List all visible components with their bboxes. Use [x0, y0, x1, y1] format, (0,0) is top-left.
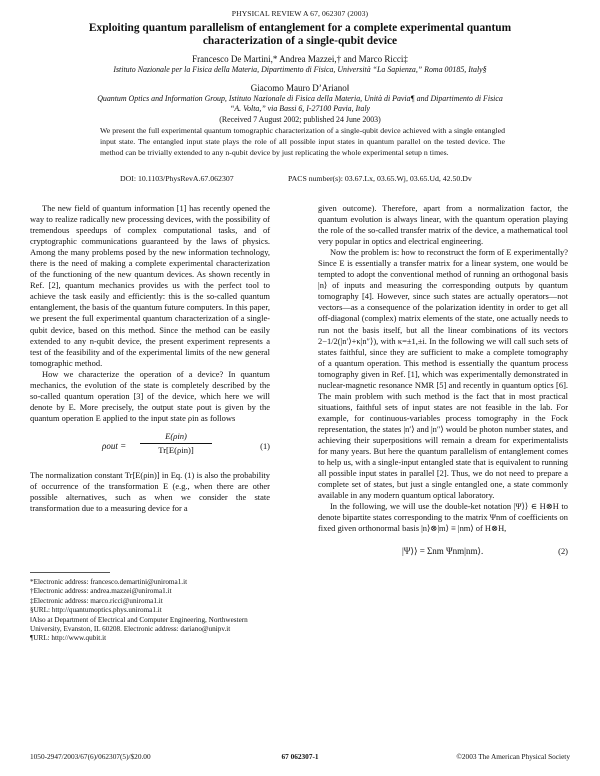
right-paragraph-3: In the following, we will use the double-ket notation |Ψ⟩⟩ ∈ H⊗H to denote bipartite states corresponding to the matrix Ψnm of coefficients on fixed given orthonormal basis |n⟩⊗|m⟩ ≡ |nm⟩ of H⊗H, — [318, 501, 568, 534]
pacs-numbers: PACS number(s): 03.67.Lx, 03.65.Wj, 03.65.Ud, 42.50.Dv — [288, 174, 472, 183]
authors-group-2: Giacomo Mauro D’Ariano‖ — [250, 83, 350, 93]
footnote-6: ¶URL: http://www.qubit.it — [30, 634, 107, 643]
right-paragraph-1: given outcome). Therefore, apart from a normalization factor, the quantum evolution is always linear, with the quantum operation playing the role of the so-called transfer matrix of the device, a mathematical tool very popular in optics and electrical engineering. — [318, 203, 568, 247]
footnote-5: ‖Also at Department of Electrical and Computer Engineering, Northwestern University, Evanston, IL 60208. Electronic address: dariano@unipv.it — [30, 615, 248, 634]
footnote-1: *Electronic address: francesco.demartini@uniroma1.it — [30, 578, 188, 586]
footer-page: 67 062307-1 — [281, 752, 319, 761]
title-line-1: Exploiting quantum parallelism of entanglement for a complete experimental quantum — [88, 22, 512, 34]
abstract: We present the full experimental quantum tomographic characterization of a single-qubit device achieved with a single entangled input state. The entangled input state plays the role of all possible input states in quantum parallel on the tested device. The method can be trivially extended to any n-qubit device by just replicating the whole experimental setup n times. — [100, 126, 505, 157]
received-date: (Received 7 August 2002; published 24 June 2003) — [219, 115, 381, 124]
right-paragraph-2: Now the problem is: how to reconstruct the form of E experimentally? Since E is essentially a transfer matrix for a linear system, one would be tempted to adopt the conventional method of running an orthogonal basis |n⟩ of inputs and measuring the corresponding outputs by quantum tomography [4]. However, since such states are actually operators—not vectors—as a consequence of the polarization identity in order to get all off-diagonal (complex) matrix elements of the state, one actually needs to run not the basis itself, but all the linear combinations of its vectors 2−1/2(|n′⟩+κ|n″⟩), with κ=±1,±i. In the following we will call such sets of states faithful, since they are sufficient to make a complete tomography of a quantum operation. This method is essentially the quantum process tomography given in Ref. [1], which was experimentally demonstrated in nuclear-magnetic resonance NMR [5] and recently in quantum optics [6]. The main problem with such method is the fact that in most practical situations, faithful sets of input states are not feasible in the lab. For example, for continuous-variables process tomography in the Fock representation, the states |n′⟩ and |n″⟩ would be photon number states, and achieving their superpositions will remain a dream for experimentalists for many years. But here the quantum parallelism of entanglement comes to help us, with a single-input entangled state that is equivalent to running all possible input states in parallel [2]. Thus, we do not need to prepare a complete set of states, but just a single entangled one, a state commonly available in any modern quantum optical laboratory. — [318, 247, 568, 501]
equation-2-number: (2) — [558, 546, 568, 557]
footer-copyright: ©2003 The American Physical Society — [456, 752, 570, 761]
footnote-2: †Electronic address: andrea.mazzei@uniroma1.it — [30, 587, 172, 596]
title-line-2: characterization of a single-qubit device — [202, 35, 398, 48]
affiliation-1: Istituto Nazionale per la Fisica della Materia, Dipartimento di Fisica, Università “La Sapienza,” Roma 00185, Italy§ — [113, 65, 487, 74]
equation-1-numerator: E(ρin) — [140, 431, 212, 444]
authors-group-1: Francesco De Martini,* Andrea Mazzei,† and Marco Ricci‡ — [192, 54, 408, 64]
equation-2 — [318, 540, 568, 566]
right-column — [318, 203, 568, 572]
equation-2-body: |Ψ⟩⟩ = Σnm Ψnm|nm⟩. — [402, 546, 484, 557]
equation-1-denominator: Tr[E(ρin)] — [158, 444, 194, 455]
left-paragraph-3: The normalization constant Tr[E(ρin)] in Eq. (1) is also the probability of occurrence of the transformation E (e.g., when there are other possible alternatives, such as when we consider the state transformation due to a measuring device for a — [30, 469, 270, 514]
footer-issn: 1050-2947/2003/67(6)/062307(5)/$20.00 — [30, 752, 151, 761]
footnote-3: ‡Electronic address: marco.ricci@uniroma1.it — [30, 596, 163, 605]
running-head: PHYSICAL REVIEW A 67, 062307 (2003) — [231, 9, 369, 18]
footnote-rule — [30, 572, 110, 573]
left-column — [30, 203, 270, 514]
equation-1-fraction — [140, 431, 212, 456]
footnote-4: §URL: http://quantumoptics.phys.uniroma1.it — [30, 606, 162, 615]
footnotes — [30, 578, 270, 644]
affiliation-2-line-2: “A. Volta,” via Bassi 6, I-27100 Pavia, Italy — [229, 104, 371, 113]
paper-title — [60, 22, 540, 49]
affiliation-2-line-1: Quantum Optics and Information Group, Istituto Nazionale di Fisica della Materia, Unità di Pavia¶ and Dipartimento di Fisica — [97, 94, 503, 103]
equation-1-number: (1) — [260, 440, 270, 451]
equation-1-lhs: ρout = — [102, 440, 127, 451]
doi: DOI: 10.1103/PhysRevA.67.062307 — [120, 174, 234, 183]
equation-1 — [30, 430, 270, 464]
left-paragraph-1: The new field of quantum information [1] has recently opened the way to realize radically new processing devices, with the possibility of tremendous speedups of complex computational tasks, and of cryptographic communications guaranteed by the laws of physics. Among the many problems posed by the new information technology, there is the need of making a complete experimental characterization of the functioning of the new quantum devices. As shown recently in Ref. [2], quantum mechanics provides us with the perfect tool to achieve the task easily and efficiently: this is the so-called quantum entanglement, the basis of the quantum future computers. In this paper, we present the full experimental quantum characterization of a single-qubit device, based on this method. Since the method can be easily extended to any n-qubit device, the present experiment represents a test of the feasibility and of the experimental limits of the new general tomographic method. — [30, 203, 270, 368]
left-paragraph-2: How we characterize the operation of a device? In quantum mechanics, the evolution of the state is completely described by the so-called quantum operation [3] of the device, which here we will denote by E. More precisely, the output state ρout is given by the quantum operation E applied to the input state ρin as follows — [30, 368, 270, 423]
